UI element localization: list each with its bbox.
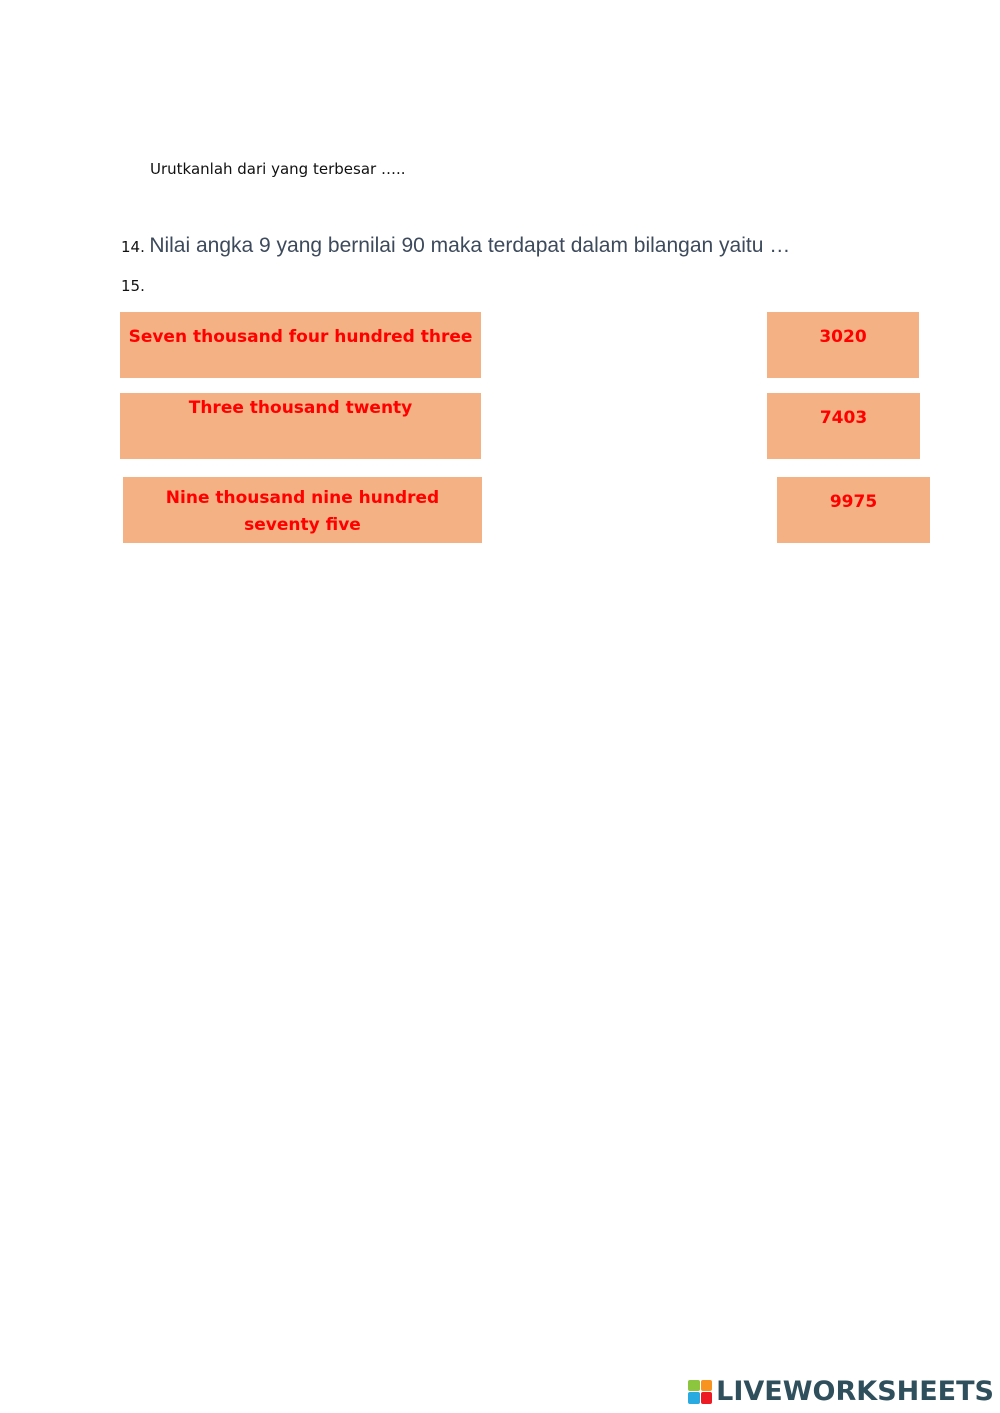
brand-name: LIVEWORKSHEETS bbox=[716, 1376, 994, 1407]
word-card-1[interactable]: Seven thousand four hundred three bbox=[120, 312, 481, 378]
instruction-text: Urutkanlah dari yang terbesar ….. bbox=[150, 160, 406, 178]
number-card-3[interactable]: 9975 bbox=[777, 477, 930, 543]
liveworksheets-logo-icon bbox=[688, 1380, 712, 1404]
word-card-2[interactable]: Three thousand twenty bbox=[120, 393, 481, 459]
liveworksheets-brand bbox=[688, 1376, 994, 1407]
word-card-3[interactable]: Nine thousand nine hundred seventy five bbox=[123, 477, 482, 543]
question-14 bbox=[121, 234, 790, 258]
number-card-2[interactable]: 7403 bbox=[767, 393, 920, 459]
number-card-1[interactable]: 3020 bbox=[767, 312, 919, 378]
question-15-number: 15. bbox=[121, 277, 145, 295]
question-14-number: 14. bbox=[121, 238, 145, 256]
question-14-text: Nilai angka 9 yang bernilai 90 maka terdapat dalam bilangan yaitu … bbox=[149, 234, 791, 257]
